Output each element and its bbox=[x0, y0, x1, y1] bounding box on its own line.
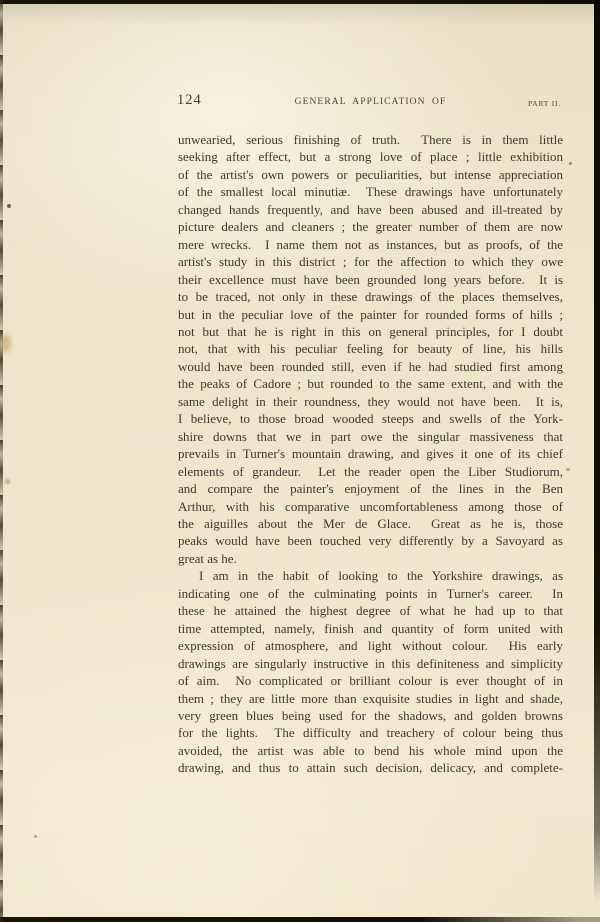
paper-speck bbox=[34, 835, 37, 838]
text-line: their excellence must have been grounded long years before. It is bbox=[178, 271, 563, 287]
text-line: for the lights. The difficulty and treachery of colour being thus bbox=[178, 725, 563, 741]
text-line: same delight in their roundness, they would not have been. It is, bbox=[178, 393, 563, 409]
paragraph bbox=[178, 131, 563, 567]
scan-edge-right bbox=[594, 0, 600, 902]
text-line: Arthur, with his comparative uncomfortableness among those of bbox=[178, 498, 563, 514]
text-line: great as he. bbox=[178, 550, 237, 566]
text-line: indicating one of the culminating points in Turner's career. In bbox=[178, 585, 563, 601]
text-line: but in the peculiar love of the painter for rounded forms of hills ; bbox=[178, 306, 563, 322]
paper-speck bbox=[7, 204, 11, 208]
text-line: unwearied, serious finishing of truth. There is in them little bbox=[178, 132, 563, 147]
text-line: shire downs that we in part owe the singular massiveness that bbox=[178, 428, 563, 444]
page-number: 124 bbox=[177, 92, 202, 108]
scan-edge-bottom bbox=[0, 917, 600, 922]
text-line: expression of atmosphere, and light without colour. His early bbox=[178, 638, 563, 654]
text-line: not but that he is right in this on general principles, for I doubt bbox=[178, 323, 563, 339]
text-line: would have been rounded still, even if he had studied first among bbox=[178, 358, 563, 374]
text-line: them ; they are little more than exquisite studies in light and shade, bbox=[178, 690, 563, 706]
text-line: I am in the habit of looking to the Yorkshire drawings, as bbox=[199, 568, 563, 584]
text-line: peaks would have been touched very differently by a Savoyard as bbox=[178, 533, 563, 549]
text-line: drawings are singularly instructive in this definiteness and simplicity bbox=[178, 655, 563, 671]
text-line: of aim. No complicated or brilliant colour is ever thought of in bbox=[178, 673, 563, 689]
text-line: to be traced, not only in these drawings of the places themselves, bbox=[178, 289, 563, 305]
paragraph bbox=[178, 567, 563, 776]
text-line: not, that with his peculiar feeling for beauty of line, his hills bbox=[178, 341, 563, 357]
text-line: seeking after effect, but a strong love of place ; little exhibition bbox=[178, 149, 563, 165]
running-title: GENERAL APPLICATION OF bbox=[294, 97, 447, 107]
foxing-spot bbox=[5, 479, 10, 484]
scan-smudge-top bbox=[0, 4, 600, 26]
text-line: drawing, and thus to attain such decision, delicacy, and complete- bbox=[178, 760, 563, 776]
text-line: avoided, the artist was able to bend his whole mind upon the bbox=[178, 742, 563, 758]
text-line: and compare the painter's enjoyment of the lines in the Ben bbox=[178, 481, 563, 497]
text-line: artist's study in this district ; for the affection to which they owe bbox=[178, 254, 563, 270]
text-line: elements of grandeur. Let the reader open the Liber Studiorum, bbox=[178, 463, 563, 479]
part-label: PART II. bbox=[527, 99, 561, 108]
text-line: changed hands frequently, and have been abused and ill-treated by bbox=[178, 201, 563, 217]
paper-speck bbox=[569, 162, 572, 165]
text-line: the peaks of Cadore ; but rounded to the same extent, and with the bbox=[178, 376, 563, 392]
text-line: of the smallest local minutiæ. These drawings have unfortunately bbox=[178, 184, 563, 200]
text-line: picture dealers and cleaners ; the greater number of them are now bbox=[178, 219, 563, 235]
text-line: prevails in Turner's mountain drawing, and gives it one of its chief bbox=[178, 446, 563, 462]
scan-edge-left bbox=[0, 0, 3, 922]
text-line: time attempted, namely, finish and quantity of form united with bbox=[178, 620, 563, 636]
text-line: mere wrecks. I name them not as instances, but as proofs, of the bbox=[178, 236, 563, 252]
text-line: I believe, to those broad wooded steeps and swells of the York- bbox=[178, 411, 563, 427]
text-line: these he attained the highest degree of what he had up to that bbox=[178, 603, 563, 619]
paper-speck bbox=[566, 468, 570, 471]
foxing-spot bbox=[0, 335, 11, 352]
text-line: of the artist's own powers or peculiarities, but intense appreciation bbox=[178, 166, 563, 182]
text-line: the aiguilles about the Mer de Glace. Great as he is, those bbox=[178, 515, 563, 531]
page-body bbox=[178, 131, 563, 777]
text-line: very green blues being used for the shadows, and golden browns bbox=[178, 707, 563, 723]
